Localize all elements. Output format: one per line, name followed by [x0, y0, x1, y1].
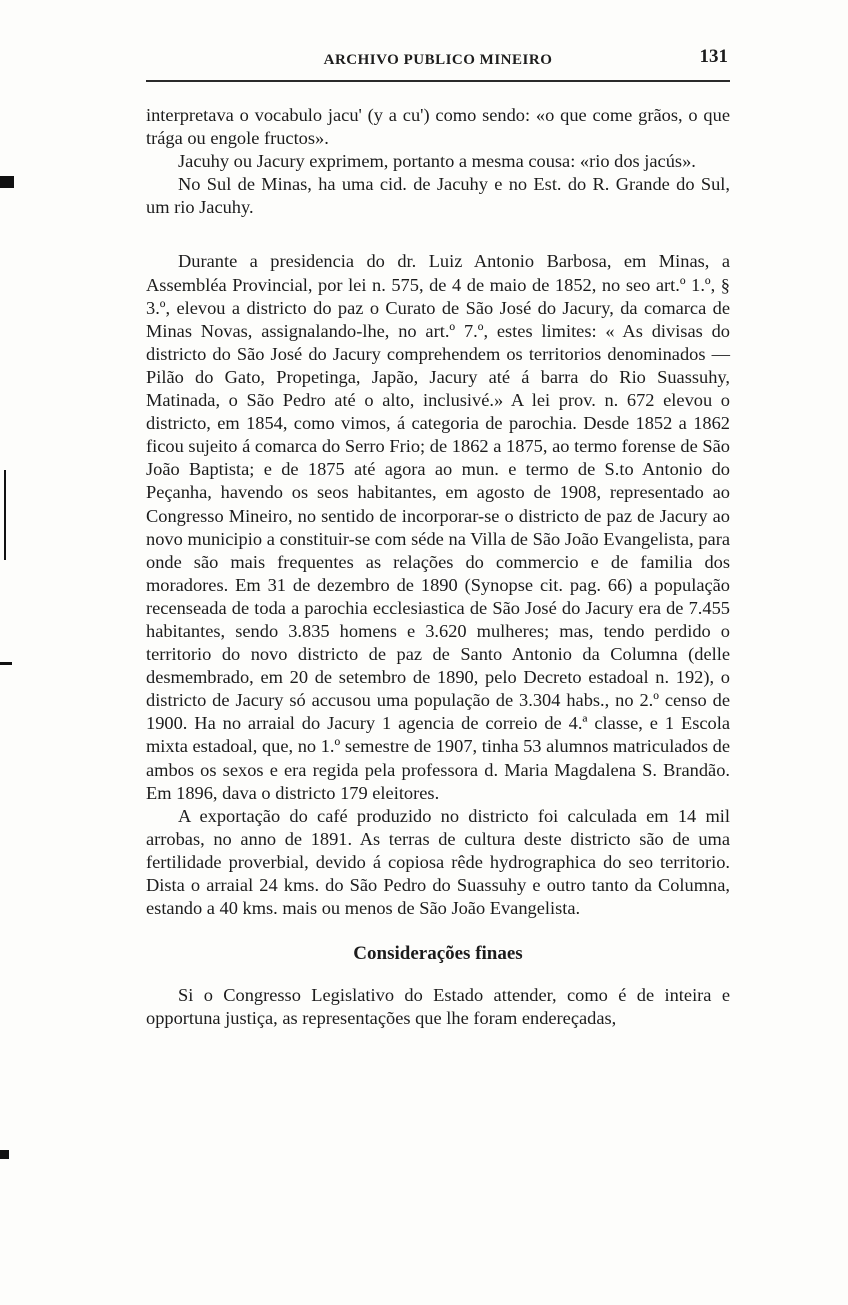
paragraph-spacer: [146, 219, 730, 250]
header-rule: [146, 80, 730, 82]
section-spacer: [146, 920, 730, 940]
paragraph-coffee-export: A exportação do café produzido no districto foi calculada em 14 mil arrobas, no anno de 1891. As terras de cultura deste districto são de uma fertilidade proverbial, devido á copiosa rêde hydrographica do seo territorio. Dista o arraial 24 kms. do São Pedro do Suassuhy e outro tanto da Columna, estando a 40 kms. mais ou menos de São João Evangelista.: [146, 805, 730, 919]
scan-mark: [0, 1150, 9, 1159]
paragraph-jacu-meaning: interpretava o vocabulo jacu' (y a cu') como sendo: «o que come grãos, o que trága ou engole fructos».: [146, 105, 730, 149]
scan-mark: [4, 470, 6, 560]
paragraph-final-considerations: Si o Congresso Legislativo do Estado attender, como é de inteira e opportuna justiça, as representações que lhe foram endereçadas,: [146, 985, 730, 1029]
running-title: ARCHIVO PUBLICO MINEIRO: [323, 52, 553, 68]
section-title: Considerações finaes: [353, 943, 523, 965]
scan-mark: [0, 176, 14, 188]
page-body: [146, 104, 730, 1030]
paragraph-jacuhy: Jacuhy ou Jacury exprimem, portanto a mesma cousa: «rio dos jacús».: [178, 151, 696, 172]
page-number: 131: [699, 46, 728, 67]
paragraph-sul-de-minas: No Sul de Minas, ha uma cid. de Jacuhy e no Est. do R. Grande do Sul, um rio Jacuhy.: [146, 174, 730, 218]
paragraph-history: Durante a presidencia do dr. Luiz Antonio Barbosa, em Minas, a Assembléa Provincial, por lei n. 575, de 4 de maio de 1852, no seo art.º 1.º, § 3.º, elevou a districto do paz o Curato de São José do Jacury, da comarca de Minas Novas, assignalando-lhe, no art.º 7.º, estes limites: « As divisas do districto do São José do Jacury comprehendem os territorios denominados — Pilão do Gato, Propetinga, Japão, Jacury até á barra do Rio Suassuhy, Matinada, o São Pedro até o alto, inclusivé.» A lei prov. n. 672 elevou o districto, em 1854, como vimos, á categoria de parochia. Desde 1852 a 1862 ficou sujeito á comarca do Serro Frio; de 1862 a 1875, ao termo forense de São João Baptista; e de 1875 até agora ao mun. e termo de S.to Antonio do Peçanha, havendo os seos habitantes, em agosto de 1908, representado ao Congresso Mineiro, no sentido de incorporar-se o districto de paz de Jacury ao novo municipio a constituir-se com séde na Villa de São João Evangelista, para onde são mais frequentes as relações do commercio e de familia dos moradores. Em 31 de dezembro de 1890 (Synopse cit. pag. 66) a população recenseada de toda a parochia ecclesiastica de São José do Jacury era de 7.455 habitantes, sendo 3.835 homens e 3.620 mulheres; mas, tendo perdido o territorio do novo districto de paz de Santo Antonio da Columna (delle desmembrado, em 20 de setembro de 1890, pelo Decreto estadoal n. 192), o districto de Jacury só accusou uma população de 3.304 habs., no 2.º censo de 1900. Ha no arraial do Jacury 1 agencia de correio de 4.ª classe, e 1 Escola mixta estadoal, que, no 1.º semestre de 1907, tinha 53 alumnos matriculados de ambos os sexos e era regida pela professora d. Maria Magdalena S. Brandão. Em 1896, dava o districto 179 eleitores.: [146, 251, 730, 803]
scan-mark: [0, 662, 12, 665]
page-header: [146, 46, 730, 74]
